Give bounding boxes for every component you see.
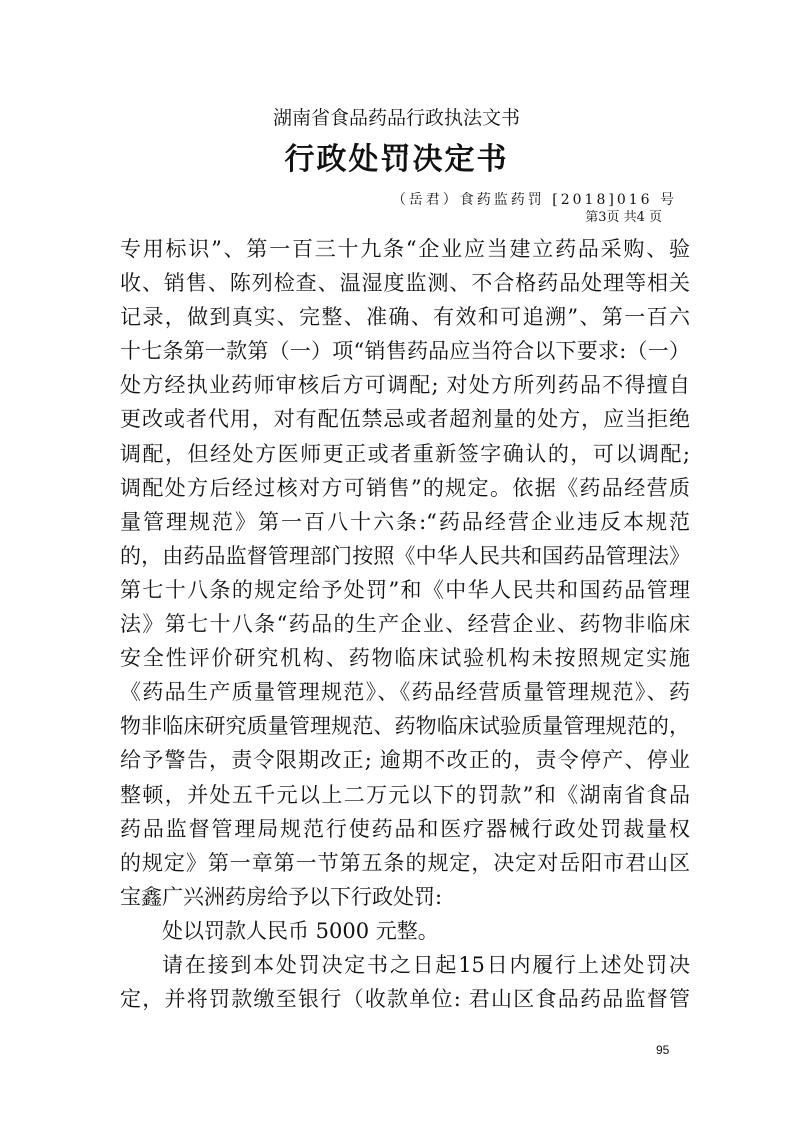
page-info: 第3页 共4 页 (585, 210, 662, 225)
body-line: 调配处方后经过核对方可销售”的规定。依据《药品经营质 (120, 475, 690, 500)
body-line: 的，由药品监督管理部门按照《中华人民共和国药品管理法》 (120, 543, 690, 568)
body-line: 更改或者代用，对有配伍禁忌或者超剂量的处方，应当拒绝 (120, 407, 690, 432)
body-line: 定，并将罚款缴至银行（收款单位: 君山区食品药品监督管 (120, 987, 690, 1012)
body-line: 安全性评价研究机构、药物临床试验机构未按照规定实施 (120, 646, 690, 671)
body-line: 第七十八条的规定给予处罚”和《中华人民共和国药品管理 (120, 577, 690, 602)
body-line: 十七条第一款第（一）项“销售药品应当符合以下要求:（一） (120, 339, 690, 364)
body-line: 整顿，并处五千元以上二万元以下的罚款”和《湖南省食品 (120, 782, 690, 807)
body-line: 宝鑫广兴洲药房给予以下行政处罚: (120, 884, 443, 909)
body-line: 专用标识”、第一百三十九条“企业应当建立药品采购、验 (120, 237, 690, 261)
org-title: 湖南省食品药品行政执法文书 (272, 107, 520, 129)
doc-title: 行政处罚决定书 (284, 142, 509, 177)
body-line: 物非临床研究质量管理规范、药物临床试验质量管理规范的， (120, 714, 690, 739)
doc-number: （岳君）食药监药罚 [2018]016 号 (391, 192, 677, 208)
body-line: 法》第七十八条“药品的生产企业、经营企业、药物非临床 (120, 612, 690, 637)
body-line: 收、销售、陈列检查、温湿度监测、不合格药品处理等相关 (120, 271, 690, 296)
body-line: 量管理规范》第一百八十六条:“药品经营企业违反本规范 (120, 509, 690, 534)
body-line: 药品监督管理局规范行使药品和医疗器械行政处罚裁量权 (120, 816, 690, 841)
body-line: 的规定》第一章第一节第五条的规定，决定对岳阳市君山区 (120, 850, 690, 875)
payment-instruction-line: 请在接到本处罚决定书之日起15日内履行上述处罚决 (162, 952, 690, 977)
penalty-line: 处以罚款人民币 5000 元整。 (162, 918, 439, 943)
page-number: 95 (656, 1043, 670, 1057)
body-line: 给予警告，责令限期改正; 逾期不改正的，责令停产、停业 (120, 748, 690, 773)
document-body (120, 232, 690, 1016)
body-line: 记录，做到真实、完整、准确、有效和可追溯”、第一百六 (120, 305, 690, 330)
body-line: 处方经执业药师审核后方可调配; 对处方所列药品不得擅自 (120, 373, 690, 398)
body-line: 《药品生产质量管理规范》、《药品经营质量管理规范》、药 (120, 680, 690, 705)
body-line: 调配，但经处方医师更正或者重新签字确认的，可以调配; (120, 441, 690, 466)
